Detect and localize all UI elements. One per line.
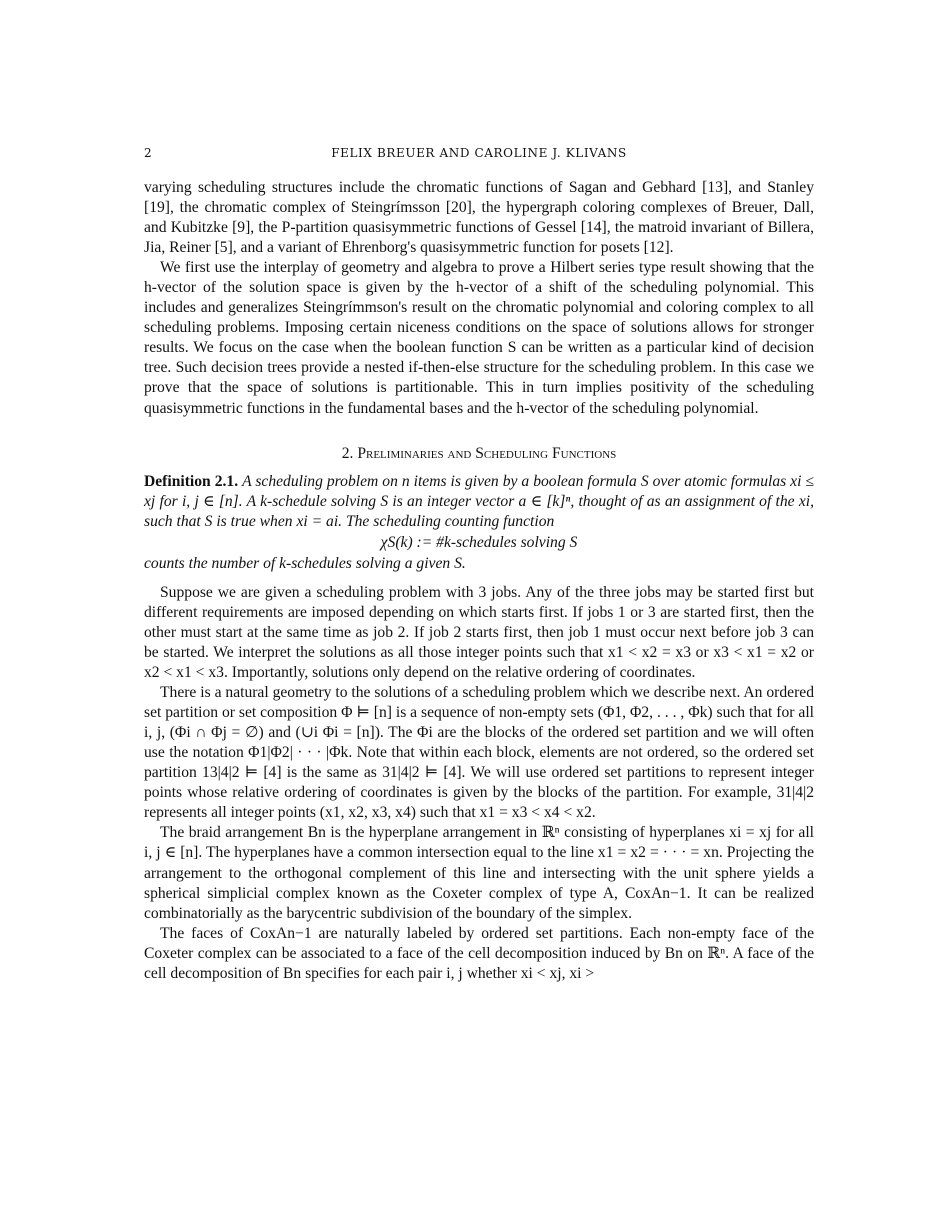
paragraph-example: Suppose we are given a scheduling problem with 3 jobs. Any of the three jobs may be started first but different requirements are imposed depending on which starts first. If jobs 1 or 3 are started first, then the other must start at the same time as job 2. If job 2 starts first, then job 1 must occur next before job 3 can be started. We interpret the solutions as all those integer points such that x1 < x2 = x3 or x3 < x1 = x2 or x2 < x1 < x3. Importantly, solutions only depend on the relative ordering of coordinates. (144, 583, 814, 682)
paragraph-gap (144, 574, 814, 583)
definition-tail: counts the number of k-schedules solving a given S. (144, 554, 466, 572)
page-number: 2 (144, 146, 153, 160)
section-heading: 2. Preliminaries and Scheduling Functions (341, 444, 617, 462)
definition-2-1 (144, 472, 814, 532)
definition-label: Definition 2.1. (144, 472, 239, 490)
running-head (144, 146, 814, 164)
paragraph-results-overview: We first use the interplay of geometry and algebra to prove a Hilbert series type result showing that the h-vector of the solution space is given by the h-vector of a shift of the scheduling polynomial. This includes and generalizes Steingrímmson's result on the chromatic polynomial and coloring complex to all scheduling problems. Imposing certain niceness conditions on the space of solutions allows for stronger results. We focus on the case when the boolean function S can be written as a particular kind of decision tree. Such decision trees provide a nested if-then-else structure for the scheduling problem. In this case we prove that the space of solutions is partitionable. This in turn implies positivity of the scheduling quasisymmetric functions in the fundamental bases and the h-vector of the scheduling polynomial. (144, 259, 814, 417)
paragraph-ordered-set-partitions: There is a natural geometry to the solutions of a scheduling problem which we describe next. An ordered set partition or set composition Φ ⊨ [n] is a sequence of non-empty sets (Φ1, Φ2, . . . , Φk) such that for all i, j, (Φi ∩ Φj = ∅) and (∪i Φi = [n]). The Φi are the blocks of the ordered set partition and we will often use the notation Φ1|Φ2| · · · |Φk. Note that within each block, elements are not ordered, so the ordered set partition 13|4|2 ⊨ [4] is the same as 31|4|2 ⊨ [4]. We will use ordered set partitions to represent integer points whose relative ordering of coordinates is given by the blocks of the partition. For example, 31|4|2 represents all integer points (x1, x2, x3, x4) such that x1 = x3 < x4 < x2. (144, 684, 814, 822)
display-equation: χS(k) := #k-schedules solving S (380, 533, 578, 551)
paragraph-braid-arrangement: The braid arrangement Bn is the hyperplane arrangement in ℝⁿ consisting of hyperplanes xi = xj for all i, j ∈ [n]. The hyperplanes have a common intersection equal to the line x1 = x2 = · · · = xn. Projecting the arrangement to the orthogonal complement of this line and intersecting with the unit sphere yields a spherical simplicial complex known as the Coxeter complex of type A, CoxAn−1. It can be realized combinatorially as the barycentric subdivision of the boundary of the simplex. (144, 824, 814, 922)
paragraph-related-work: varying scheduling structures include the chromatic functions of Sagan and Gebhard [13], and Stanley [19], the chromatic complex of Steingrímsson [20], the hypergraph coloring complexes of Breuer, Dall, and Kubitzke [9], the P-partition quasisymmetric functions of Gessel [14], the matroid invariant of Billera, Jia, Reiner [5], and a variant of Ehrenborg's quasisymmetric function for posets [12]. (144, 179, 814, 257)
running-title: FELIX BREUER AND CAROLINE J. KLIVANS (331, 146, 627, 160)
paper-page (144, 146, 814, 984)
paragraph-coxeter-faces: The faces of CoxAn−1 are naturally labeled by ordered set partitions. Each non-empty face of the Coxeter complex can be associated to a face of the cell decomposition induced by Bn on ℝⁿ. A face of the cell decomposition of Bn specifies for each pair i, j whether xi < xj, xi > (144, 924, 814, 982)
definition-text: A scheduling problem on n items is given by a boolean formula S over atomic formulas xi ≤ xj for i, j ∈ [n]. A k-schedule solving S is an integer vector a ∈ [k]ⁿ, thought of as an assignment of the xi, such that S is true when xi = ai. The scheduling counting function (144, 472, 814, 530)
body-text (144, 178, 814, 984)
